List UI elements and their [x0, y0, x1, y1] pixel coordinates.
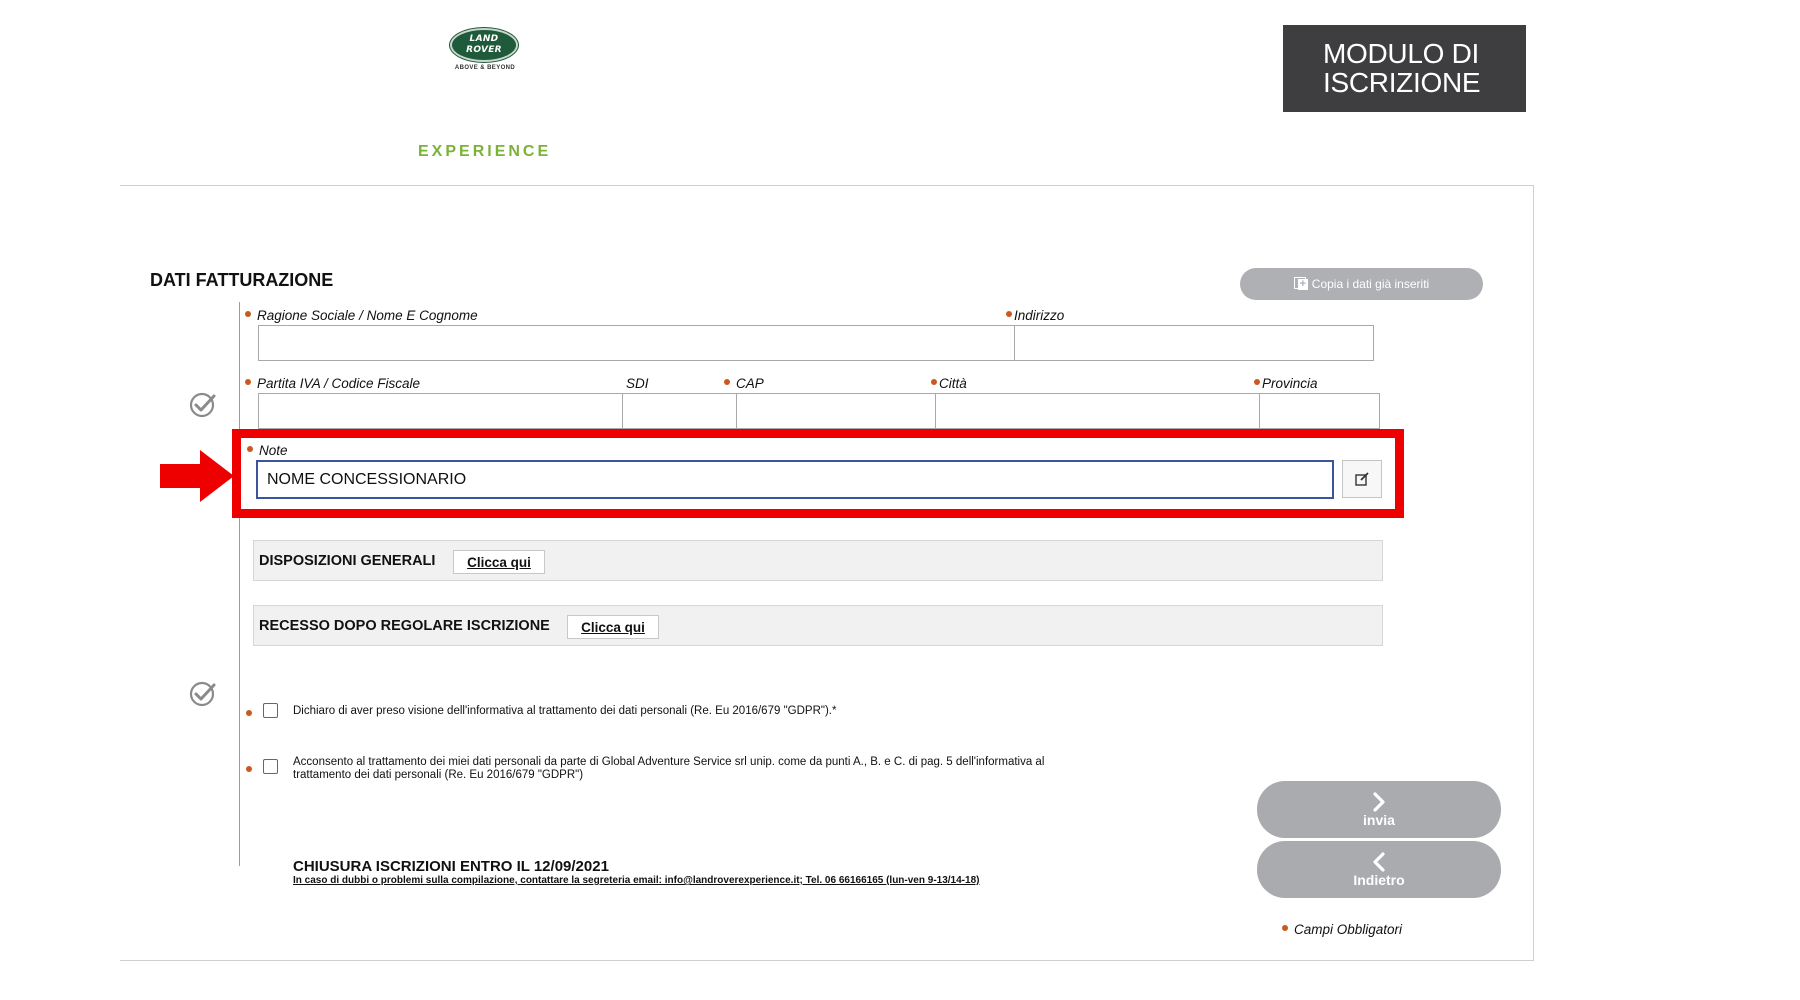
edit-icon [1354, 471, 1370, 487]
provincia-label [1254, 376, 1318, 391]
ragione-sociale-field[interactable] [258, 325, 1015, 361]
disposizioni-label: DISPOSIZIONI GENERALI [259, 553, 436, 569]
note-label [247, 443, 288, 458]
chevron-right-icon [1370, 792, 1388, 812]
disposizioni-row [253, 540, 1383, 581]
send-button[interactable] [1257, 781, 1501, 838]
sdi-label: SDI [626, 376, 649, 391]
contact-info-text: In caso di dubbi o problemi sulla compilazione, contattare la segreteria email: info@landroverexperience.it; Tel. 06 66166165 (lun-ven 9-13/14-18) [293, 875, 980, 886]
recesso-link[interactable]: Clicca qui [567, 615, 659, 639]
required-dot [724, 379, 730, 385]
partita-iva-label-text: Partita IVA / Codice Fiscale [257, 376, 421, 391]
privacy-consent-text: Dichiaro di aver preso visione dell'informativa al trattamento dei dati personali (Re. Eu 2016/679 "GDPR").* [293, 705, 837, 717]
experience-wordmark: EXPERIENCE [418, 143, 552, 160]
check-circle-icon [189, 391, 217, 419]
red-arrow-icon [160, 450, 234, 502]
ragione-sociale-label-text: Ragione Sociale / Nome E Cognome [257, 308, 478, 323]
provincia-label-text: Provincia [1262, 376, 1318, 391]
form-title-box [1283, 25, 1526, 112]
privacy-checkbox[interactable] [263, 703, 278, 718]
required-dot [245, 311, 251, 317]
back-button-label: Indietro [1353, 871, 1405, 888]
logo-line1: LAND [469, 34, 499, 44]
marketing-consent-line2: trattamento dei dati personali (Re. Eu 2016/679 "GDPR") [293, 769, 584, 781]
logo-tagline: ABOVE & BEYOND [454, 65, 516, 71]
cap-label [724, 376, 764, 391]
check-circle-icon [189, 680, 217, 708]
section-divider-line [239, 302, 240, 866]
indirizzo-field[interactable] [1014, 325, 1374, 361]
ragione-sociale-label [245, 308, 478, 323]
citta-label [931, 376, 967, 391]
note-label-text: Note [259, 443, 288, 458]
send-button-label: invia [1363, 811, 1395, 828]
marketing-consent-text [293, 756, 1044, 782]
logo-oval [450, 28, 518, 62]
section-title: DATI FATTURAZIONE [150, 270, 334, 290]
required-dot [1006, 311, 1012, 317]
recesso-row [253, 605, 1383, 646]
marketing-checkbox[interactable] [263, 759, 278, 774]
required-dot [245, 379, 251, 385]
partita-iva-field[interactable] [258, 393, 623, 429]
note-input[interactable] [256, 460, 1334, 499]
disposizioni-link[interactable]: Clicca qui [453, 550, 545, 574]
back-button[interactable] [1257, 841, 1501, 898]
indirizzo-label-text: Indirizzo [1014, 308, 1065, 323]
copy-data-label: Copia i dati già inseriti [1311, 277, 1430, 291]
cap-field[interactable] [736, 393, 936, 429]
indirizzo-label [1006, 308, 1064, 323]
closing-date-text: CHIUSURA ISCRIZIONI ENTRO IL 12/09/2021 [293, 858, 609, 875]
partita-iva-label [245, 376, 420, 391]
provincia-field[interactable] [1259, 393, 1380, 429]
citta-field[interactable] [935, 393, 1260, 429]
land-rover-logo [450, 28, 520, 71]
marketing-consent-line1: Acconsento al trattamento dei miei dati personali da parte di Global Adventure Service srl unip. come da punti A., B. e C. di pag. 5 dell'informativa al [293, 756, 1045, 768]
copy-icon [1294, 277, 1308, 291]
required-dot [1282, 925, 1288, 931]
required-dot [246, 766, 252, 772]
form-title-line2: ISCRIZIONE [1323, 67, 1481, 98]
required-dot [246, 710, 252, 716]
cap-label-text: CAP [736, 376, 764, 391]
required-fields-note-text: Campi Obbligatori [1294, 922, 1403, 937]
recesso-label: RECESSO DOPO REGOLARE ISCRIZIONE [259, 618, 550, 634]
copy-data-button[interactable] [1240, 268, 1483, 300]
form-title-line1: MODULO DI [1323, 38, 1479, 69]
sdi-field[interactable] [622, 393, 737, 429]
edit-note-button[interactable] [1342, 460, 1382, 498]
citta-label-text: Città [939, 376, 967, 391]
required-fields-note [1282, 922, 1402, 937]
required-dot [1254, 379, 1260, 385]
chevron-left-icon [1370, 852, 1388, 872]
logo-line2: ROVER [466, 45, 502, 55]
required-dot [931, 379, 937, 385]
required-dot [247, 446, 253, 452]
